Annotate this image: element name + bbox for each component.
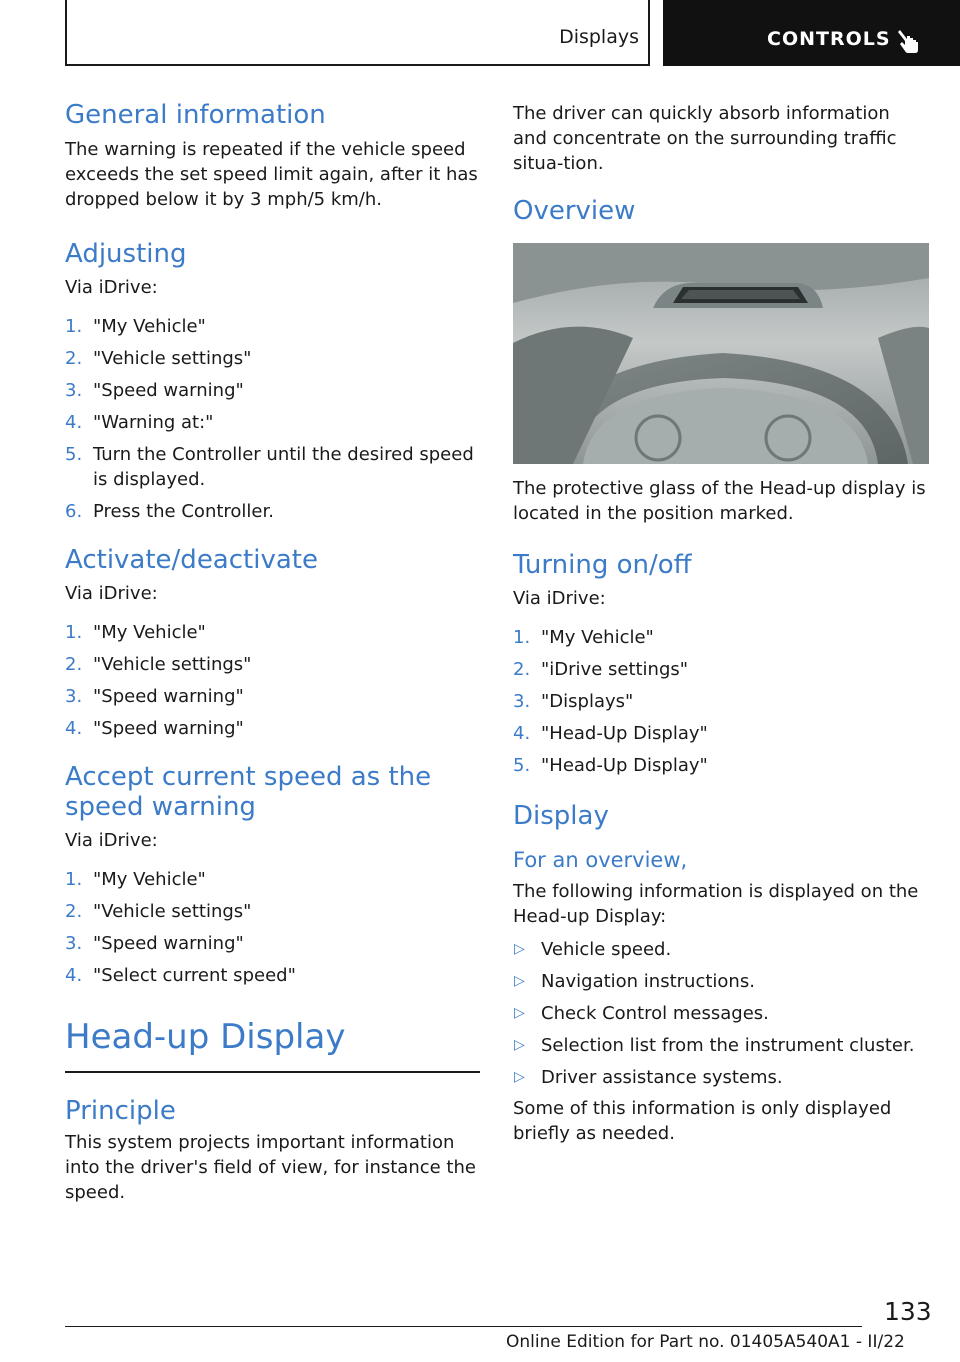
step-number: 3. (65, 933, 83, 954)
heading-head-up-display: Head-up Display (65, 1017, 346, 1057)
bullet-item (513, 1065, 929, 1090)
step-item (65, 899, 480, 924)
step-text: Turn the Controller until the desired speed is displayed. (93, 444, 474, 490)
turning-steps (513, 625, 929, 778)
step-text: "Select current speed" (93, 965, 296, 986)
step-number: 6. (65, 501, 83, 522)
step-number: 4. (513, 723, 531, 744)
step-item (65, 620, 480, 645)
step-item (65, 716, 480, 741)
step-text: "Warning at:" (93, 412, 214, 433)
footer-divider (65, 1326, 862, 1327)
step-text: "Speed warning" (93, 933, 244, 954)
step-number: 2. (65, 654, 83, 675)
step-number: 4. (65, 718, 83, 739)
edition-note: Online Edition for Part no. 01405A540A1 - II/22 (506, 1332, 905, 1352)
step-number: 1. (513, 627, 531, 648)
step-number: 3. (65, 686, 83, 707)
step-item (65, 410, 480, 435)
left-column (65, 96, 480, 1205)
step-item (513, 625, 929, 650)
heading-accept-current-speed: Accept current speed as the speed warning (65, 762, 432, 822)
accept-steps (65, 867, 480, 988)
intro-text: The driver can quickly absorb information and concentrate on the surrounding traffic situa-tion. (513, 103, 897, 174)
step-item (65, 652, 480, 677)
step-text: "Vehicle settings" (93, 901, 252, 922)
step-item (513, 721, 929, 746)
heading-activate-deactivate: Activate/deactivate (65, 545, 318, 575)
bullet-item (513, 937, 929, 962)
step-number: 1. (65, 622, 83, 643)
step-item (65, 931, 480, 956)
bullet-text: Driver assistance systems. (541, 1067, 783, 1088)
bullet-item (513, 1033, 929, 1058)
step-item (65, 314, 480, 339)
step-text: "My Vehicle" (93, 622, 206, 643)
step-number: 1. (65, 869, 83, 890)
bullet-text: Selection list from the instrument cluster. (541, 1035, 915, 1056)
step-number: 1. (65, 316, 83, 337)
heading-principle: Principle (65, 1096, 176, 1126)
step-number: 4. (65, 965, 83, 986)
triangle-bullet-icon: ▷ (514, 973, 525, 989)
step-text: "Head-Up Display" (541, 723, 708, 744)
chapter-title: CONTROLS (767, 28, 891, 50)
step-item (65, 684, 480, 709)
step-number: 5. (65, 444, 83, 465)
step-number: 2. (65, 901, 83, 922)
step-text: "My Vehicle" (93, 869, 206, 890)
step-number: 3. (65, 380, 83, 401)
step-item (513, 689, 929, 714)
heading-divider (65, 1071, 480, 1073)
display-text: The following information is displayed on the Head-up Display: (513, 881, 919, 927)
bullet-text: Check Control messages. (541, 1003, 769, 1024)
step-text: "My Vehicle" (541, 627, 654, 648)
step-number: 2. (65, 348, 83, 369)
heading-adjusting: Adjusting (65, 239, 187, 269)
triangle-bullet-icon: ▷ (514, 1005, 525, 1021)
principle-text: This system projects important information into the driver's field of view, for instance the speed. (65, 1132, 476, 1203)
step-number: 2. (513, 659, 531, 680)
step-text: "Vehicle settings" (93, 654, 252, 675)
step-text: "Head-Up Display" (541, 755, 708, 776)
overview-caption: The protective glass of the Head-up display is located in the position marked. (513, 478, 926, 524)
right-column (513, 96, 929, 1146)
heading-overview: Overview (513, 196, 636, 226)
accept-via: Via iDrive: (65, 830, 158, 851)
step-text: "Speed warning" (93, 380, 244, 401)
page-number: 133 (884, 1297, 932, 1326)
general-information-text: The warning is repeated if the vehicle speed exceeds the set speed limit again, after it has dropped below it by 3 mph/5 km/h. (65, 139, 478, 210)
step-number: 5. (513, 755, 531, 776)
adjusting-via: Via iDrive: (65, 277, 158, 298)
triangle-bullet-icon: ▷ (514, 941, 525, 957)
step-text: "iDrive settings" (541, 659, 689, 680)
activate-steps (65, 620, 480, 741)
step-number: 4. (65, 412, 83, 433)
bullet-text: Navigation instructions. (541, 971, 755, 992)
step-item (65, 499, 480, 524)
triangle-bullet-icon: ▷ (514, 1037, 525, 1053)
step-item (513, 657, 929, 682)
heading-display: Display (513, 801, 609, 831)
display-closing: Some of this information is only displayed briefly as needed. (513, 1098, 892, 1144)
turning-via: Via iDrive: (513, 588, 606, 609)
step-item (65, 378, 480, 403)
bullet-item (513, 1001, 929, 1026)
section-title: Displays (559, 26, 639, 48)
step-text: "My Vehicle" (93, 316, 206, 337)
step-text: "Vehicle settings" (93, 348, 252, 369)
step-text: Press the Controller. (93, 501, 274, 522)
subheading-for-an-overview: For an overview, (513, 848, 688, 872)
heading-general-information: General information (65, 100, 326, 130)
step-text: "Displays" (541, 691, 634, 712)
display-bullets (513, 937, 929, 1090)
activate-via: Via iDrive: (65, 583, 158, 604)
head-up-display-photo (513, 243, 929, 464)
step-item (513, 753, 929, 778)
step-item (65, 346, 480, 371)
step-text: "Speed warning" (93, 686, 244, 707)
step-item (65, 442, 480, 492)
page-header (65, 0, 960, 66)
step-text: "Speed warning" (93, 718, 244, 739)
adjusting-steps (65, 314, 480, 524)
heading-turning-on-off: Turning on/off (513, 550, 692, 580)
pointing-hand-icon (897, 28, 921, 54)
bullet-item (513, 969, 929, 994)
step-item (65, 867, 480, 892)
triangle-bullet-icon: ▷ (514, 1069, 525, 1085)
bullet-text: Vehicle speed. (541, 939, 672, 960)
step-item (65, 963, 480, 988)
step-number: 3. (513, 691, 531, 712)
